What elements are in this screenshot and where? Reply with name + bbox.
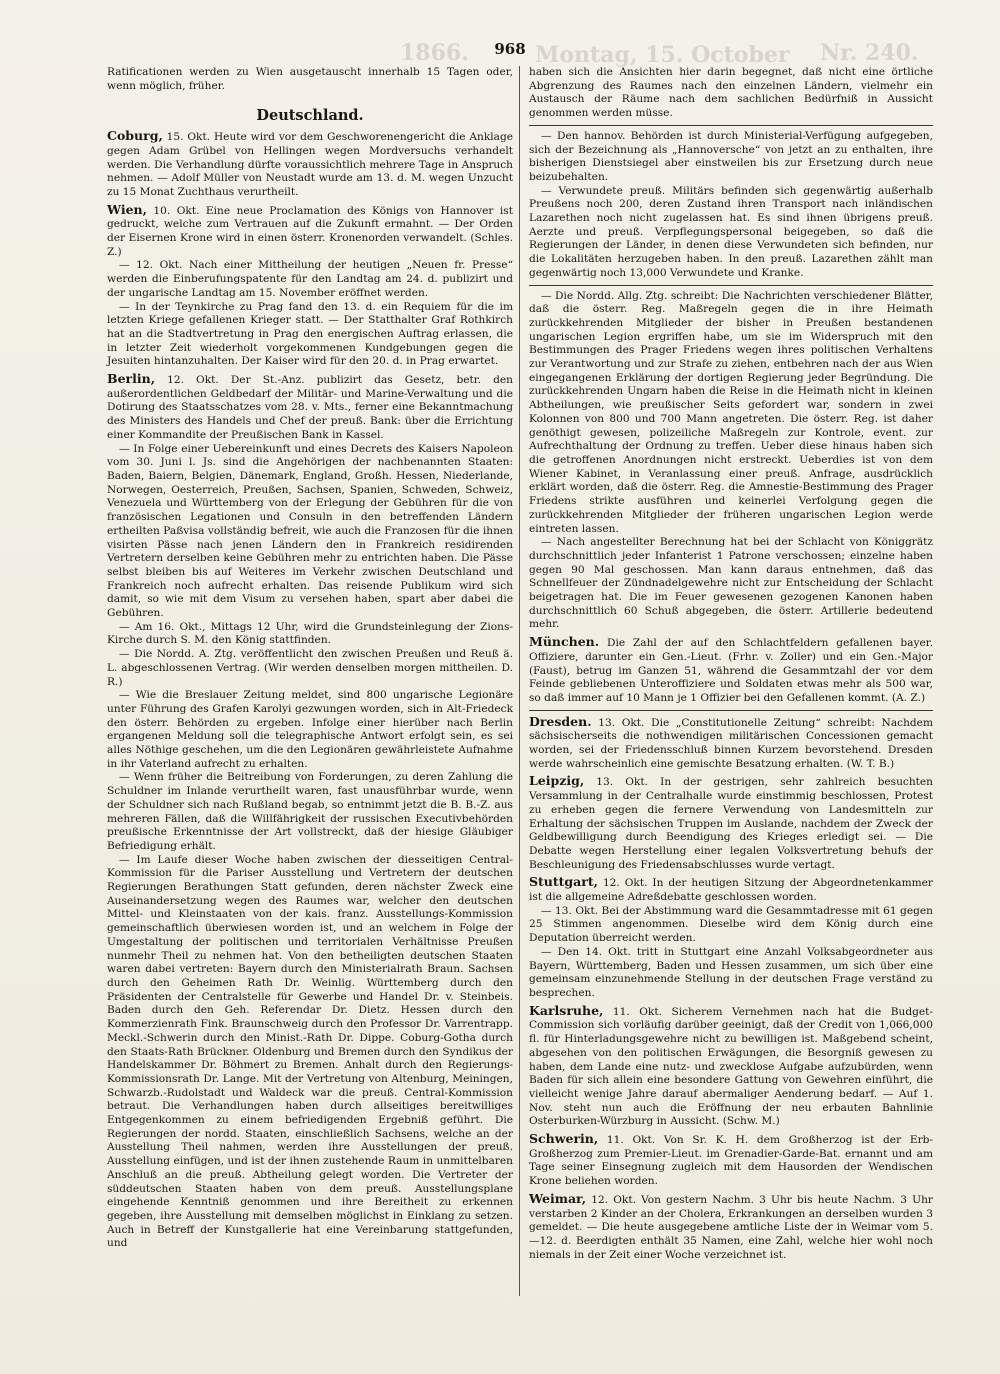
dateline-place: Schwerin, — [529, 1131, 599, 1147]
column-divider — [519, 66, 520, 1296]
right-entries-a — [529, 130, 933, 281]
article-text: — Den 14. Okt. tritt in Stuttgart eine Anzahl Volksabgeordneter aus Bayern, Württemberg, Baden und Hessen zusammen, um sich über eine gemeinsam einzunehmende Stellung in der deutschen Frage verständ zu besprechen. — [529, 945, 933, 999]
article-text: 11. Okt. Von Sr. K. H. dem Großherzog ist der Erb-Großherzog zum Premier-Lieut. im Grenadier-Garde-Bat. ernannt und am Tage seiner Einsegnung zugleich mit dem Hausorden der Wendischen Krone beliehen worden. — [529, 1134, 933, 1188]
article-text: 10. Okt. Eine neue Proclamation des Königs von Hannover ist gedruckt, welche zum Vertrauen auf die Zukunft ermahnt. — Der Orden der Eisernen Krone wird in einen österr. Kronenorden verwandelt. (Schles. Z.) — [107, 204, 513, 258]
article-paragraph — [529, 635, 933, 706]
article-text: — Am 16. Okt., Mittags 12 Uhr, wird die Grundsteinlegung der Zions-Kirche durch S. M. den König stattfinden. — [107, 620, 513, 647]
left-entries — [107, 129, 513, 1251]
article-text: — Den hannov. Behörden ist durch Ministerial-Verfügung aufgegeben, sich der Bezeichnung als „Hannoversche“ von jetzt an zu enthalten, ihre bisherigen Dienstsiegel aber einstweilen bis zur Ersetzung durch neue beizubehalten. — [529, 129, 933, 183]
dateline-place: Stuttgart, — [529, 874, 598, 890]
dateline-place: Weimar, — [529, 1190, 587, 1206]
dateline-place: Dresden. — [529, 713, 592, 729]
article-text: — Die Nordd. A. Ztg. veröffentlicht den zwischen Preußen und Reuß ä. L. abgeschlossenen Vertrag. (Wir werden denselben morgen mittheilen. D. R.) — [107, 648, 513, 688]
article-paragraph — [107, 443, 513, 621]
left-intro: Ratificationen werden zu Wien ausgetauscht innerhalb 15 Tagen oder, wenn möglich, früher. — [107, 66, 513, 92]
article-paragraph — [107, 648, 513, 689]
dateline-place: Leipzig, — [529, 773, 585, 789]
article-paragraph — [107, 372, 513, 443]
article-text: — Verwundete preuß. Militärs befinden sich gegenwärtig außerhalb Preußens noch 200, deren Zustand ihren Transport nach inländischen Lazarethen noch nicht zugelassen hat. Es sind ihnen übrigens preuß. Aerzte und preuß. Verpflegungspersonal beigegeben, so daß die Regierungen der Länder, in denen diese Verwundeten sich befinden, nur die Lokalitäten herzugeben haben. In den preuß. Lazarethen zählt man gegenwärtig noch 13,000 Verwundete und Kranke. — [529, 184, 933, 279]
article-paragraph — [107, 301, 513, 370]
article-paragraph — [107, 689, 513, 771]
right-intro: haben sich die Ansichten hier darin begegnet, daß nicht eine örtliche Abgrenzung des Raumes nach den einzelnen Ländern, vielmehr ein Austausch der Räume nach dem sachlichen Bedürfniß in Aussicht genommen werden müsse. — [529, 66, 933, 120]
article-text: — 12. Okt. Nach einer Mittheilung der heutigen „Neuen fr. Presse“ werden die Einberufungspatente für den Landtag am 24. d. publizirt und der ungarische Landtag am 15. November eröffnet werden. — [107, 259, 513, 299]
article-paragraph — [529, 1004, 933, 1129]
article-text: 11. Okt. Sicherem Vernehmen nach hat die Budget-Commission sich vorläufig darüber geeinigt, daß der Credit von 1,066,000 fl. für Hinterladungsgewehre nicht zu bewilligen ist. Maßgebend scheint, abgesehen von den politischen Erwägungen, die Besorgniß gewesen zu haben, dem Lande eine nutz- und zwecklose Aufgabe aufzubürden, wenn Baden für sich allein eine besondere Gattung von Gewehren einführt, die vielleicht wenige Jahre darauf abermaliger Aenderung bedarf. — Auf 1. Nov. steht nun auch die Eröffnung der neu erbauten Bahnlinie Osterburken-Würzburg in Aussicht. (Schw. M.) — [529, 1005, 933, 1128]
article-paragraph — [529, 1192, 933, 1263]
right-entries-b — [529, 290, 933, 706]
article-paragraph — [529, 715, 933, 772]
article-text: — Wie die Breslauer Zeitung meldet, sind 800 ungarische Legionäre unter Führung des Grafen Karolyi gezwungen worden, sich in Alt-Friedeck den österr. Behörden zu ergeben. Infolge einer hierüber nach Berlin ergangenen Meldung soll die telegraphische Antwort erfolgt sein, es sei alles Nöthige geschehen, um die den Legionären gewährleistete Aufnahme in ihr Vaterland aufrecht zu erhalten. — [107, 689, 513, 770]
rule-separator — [529, 285, 933, 286]
article-paragraph — [107, 129, 513, 200]
right-entries-c — [529, 715, 933, 1263]
article-text: — In der Teynkirche zu Prag fand den 13. d. ein Requiem für die im letzten Kriege gefallenen Krieger statt. — Der Statthalter Graf Rothkirch hat an die Stadtvertretung in Prag den energischen Auftrag erlassen, die in letzter Zeit wiederholt vorgekommenen Kundgebungen gegen die Jesuiten hintanzuhalten. Der Kaiser wird für den 20. d. in Prag erwartet. — [107, 300, 513, 368]
masthead-ghost-number: Nr. 240. — [820, 40, 919, 66]
rule-separator — [529, 710, 933, 711]
article-paragraph — [107, 259, 513, 300]
dateline-place: Wien, — [107, 201, 147, 217]
dateline-place: Coburg, — [107, 128, 163, 144]
article-text: 13. Okt. Die „Constitutionelle Zeitung“ schreibt: Nachdem sächsischerseits die nothwendigen militärischen Concessionen gemacht worden, sei der Friedensschluß binnen Kurzem bevorstehend. Dresden werde wahrscheinlich eine gemischte Besatzung erhalten. (W. T. B.) — [529, 716, 933, 770]
article-paragraph — [529, 1132, 933, 1189]
article-text: Die Zahl der auf den Schlachtfeldern gefallenen bayer. Offiziere, darunter ein Gen.-Lieut. (Frhr. v. Zoller) und ein Gen.-Major (Faust), betrug im Ganzen 51, während die Gesammtzahl der vor dem Feinde gebliebenen Unteroffiziere und Soldaten etwas mehr als 500 war, so daß immer auf 10 Mann je 1 Offizier bei den Gefallenen kommt. (A. Z.) — [529, 637, 933, 704]
masthead-ghost-year: 1866. — [400, 40, 469, 66]
article-text: 12. Okt. Von gestern Nachm. 3 Uhr bis heute Nachm. 3 Uhr verstarben 2 Kinder an der Cholera, Erkrankungen an derselben wurden 3 gemeldet. — Die heute ausgegebene amtliche Liste der in Weimar vom 5.—12. d. Beerdigten enthält 35 Namen, eine Zahl, welche hier wohl noch niemals in der Zeit einer Woche verzeichnet ist. — [529, 1193, 933, 1261]
right-column — [529, 66, 933, 1296]
article-paragraph — [529, 536, 933, 632]
section-heading: Deutschland. — [256, 107, 364, 125]
article-text: — 13. Okt. Bei der Abstimmung ward die Gesammtadresse mit 61 gegen 25 Stimmen angenommen. Dieselbe wird dem König durch eine Deputation überreicht werden. — [529, 904, 933, 945]
article-text: — Im Laufe dieser Woche haben zwischen der diesseitigen Central-Kommission für die Pariser Ausstellung und Vertretern der deutschen Regierungen Berathungen Statt gefunden, deren nächster Zweck eine Auseinandersetzung wegen des Raumes war, welcher den deutschen Mittel- und Kleinstaaten von der kais. franz. Ausstellungs-Kommission gemeinschaftlich überwiesen worden ist, und an welchem in Folge der Umgestaltung der politischen und territorialen Verhältnisse Preußen nunmehr Theil zu nehmen hat. Von den betheiligten deutschen Staaten waren dabei vertreten: Bayern durch den Ministerialrath Braun. Sachsen durch den Geheimen Rath Dr. Weinlig. Württemberg durch den Präsidenten der Centralstelle für Gewerbe und Handel Dr. v. Steinbeis. Baden durch den Geh. Referendar Dr. Dietz. Hessen durch den Kommerzienrath Fink. Braunschweig durch den Professor Dr. Varrentrapp. Meckl.-Schwerin durch den Minist.-Rath Dr. Dippe. Coburg-Gotha durch den Staats-Rath Brückner. Oldenburg und Bremen durch den Syndikus der Handelskammer Dr. Böhmert zu Bremen. Anhalt durch den Regierungs-Kommissionsrath Dr. Lange. Mit der Vertretung von Altenburg, Meiningen, Schwarzb.-Rudolstadt und Waldeck war die preuß. Central-Kommission betraut. Die Verhandlungen haben durch allseitiges bereitwilliges Entgegenkommen zu einem befriedigenden Ergebniß geführt. Die Regierungen der nordd. Staaten, einschließlich Sachsens, welche an der Ausstellung Theil nahmen, werden ihre Ausstellungen der preuß. Ausstellung einfügen, und ist der ihnen zustehende Raum in unmittelbaren Anschluß an die preuß. Abtheilung gelegt worden. Die Vertreter der süddeutschen Staaten haben von dem preuß. Ausstellungsplane eingehende Kenntniß genommen und ihre Bereitheit zu erkennen gegeben, ihre Ausstellung mit demselben möglichst in Einklang zu setzen. Auch in Betreff der Kunstgallerie hat eine Vereinbarung stattgefunden, und — [107, 853, 513, 1250]
article-text: — Nach angestellter Berechnung hat bei der Schlacht von Königgrätz durchschnittlich jeder Infanterist 1 Patrone verschossen; einzelne haben gegen 90 Mal geschossen. Man kann daraus entnehmen, daß das Schnellfeuer der Zündnadelgewehre nicht zur Entscheidung der Schlacht beigetragen hat. Die im Feuer gewesenen gezogenen Kanonen haben durchschnittlich 60 Schuß abgegeben, die österr. Artillerie bedeutend mehr. — [529, 536, 933, 631]
article-paragraph — [529, 290, 933, 537]
article-text: 12. Okt. In der heutigen Sitzung der Abgeordnetenkammer ist die allgemeine Adreßdebatte geschlossen worden. — [529, 877, 933, 904]
page-number: 968 — [494, 40, 526, 58]
dateline-place: Berlin, — [107, 371, 156, 387]
article-text: 13. Okt. In der gestrigen, sehr zahlreich besuchten Versammlung in der Centralhalle wurde einstimmig beschlossen, Protest zu erheben gegen die fernere Verwendung von Landesmitteln zur Erhaltung der sächsischen Truppen im Auslande, nachdem der Zweck der Geldbewilligung durch Beendigung des Krieges erledigt sei. — Die Debatte wegen Herstellung einer legalen Volksvertretung behufs der Beschleunigung des Friedensabschlusses wurde vertagt. — [529, 776, 933, 871]
article-text: — In Folge einer Uebereinkunft und eines Decrets des Kaisers Napoleon vom 30. Juni l. Js. sind die Angehörigen der nachbenannten Staaten: Baden, Baiern, Belgien, Dänemark, England, Großh. Hessen, Niederlande, Norwegen, Oesterreich, Preußen, Sachsen, Spanien, Schweden, Schweiz, Venezuela und Württemberg von der Erlegung der Gebühren für die von französischen Legationen und Consuln in den betreffenden Ländern ertheilten Paßvisa vollständig befreit, wie auch die Franzosen für die ihnen visirten Pässe nach jenen Ländern den in Frankreich residirenden Vertretern derselben keine Gebühren mehr zu entrichten haben. Die Pässe selbst bleiben bis auf Weiteres im Verkehr zwischen Deutschland und Frankreich noch aufrecht erhalten. Das reisende Publikum wird sich damit, so wie mit dem Visum zu versehen haben, spart aber dabei die Gebühren. — [107, 442, 513, 620]
left-column — [107, 66, 513, 1296]
article-paragraph — [529, 130, 933, 185]
dateline-place: Karlsruhe, — [529, 1002, 604, 1018]
rule-separator — [529, 125, 933, 126]
article-paragraph — [529, 875, 933, 904]
article-paragraph — [529, 946, 933, 1001]
article-paragraph — [107, 621, 513, 648]
article-text: 12. Okt. Der St.-Anz. publizirt das Gesetz, betr. den außerordentlichen Geldbedarf der Militär- und Marine-Verwaltung und die Dotirung des Staatsschatzes vom 28. v. Mts., ferner eine Bekanntmachung des Ministers des Handels und Chef der preuß. Bank: über die Errichtung einer Kommandite der Preußischen Bank in Kassel. — [107, 374, 513, 441]
article-paragraph — [107, 854, 513, 1251]
article-paragraph — [529, 185, 933, 281]
article-text: — Die Nordd. Allg. Ztg. schreibt: Die Nachrichten verschiedener Blätter, daß die österr. Reg. Maßregeln gegen die in ihre Heimath zurückkehrenden Mitglieder der bisher in Preußen bestandenen ungarischen Legion ergriffen habe, um sie im Widerspruch mit den Bestimmungen des Prager Friedens wegen ihres politischen Verhaltens zur Verantwortung und zur Strafe zu ziehen, entbehren nach der aus Wien eingegangenen Erklärung der dortigen Regierung jeder Begründung. Die zurückkehrenden Ungarn haben die Reise in die Heimath nicht in kleinen Abtheilungen, wie preußischer Seits gefordert war, sondern in zwei Kolonnen von 800 und 700 Mann angetreten. Die österr. Reg. ist daher genöthigt gewesen, polizeiliche Maßregeln zur Kontrole, event. zur Aufrechthaltung der Ordnung zu treffen. Ueber diese hinaus haben sich die getroffenen Anordnungen nicht erstreckt. Ueberdies ist von dem Wiener Kabinet, in Veranlassung einer preuß. Anfrage, ausdrücklich erklärt worden, daß die österr. Reg. die Amnestie-Bestimmung des Prager Friedens strikte ausführen und keinerlei Verfolgung gegen die zurückkehrenden Mitglieder der früheren ungarischen Legion werde eintreten lassen. — [529, 289, 933, 535]
masthead-ghost-date: Montag, 15. October — [535, 42, 790, 68]
article-paragraph — [529, 774, 933, 872]
article-paragraph — [107, 771, 513, 853]
article-text: 15. Okt. Heute wird vor dem Geschworenengericht die Anklage gegen Adam Grübel von Hellingen wegen Mordversuchs verhandelt werden. Die Verhandlung dürfte voraussichtlich mehrere Tage in Anspruch nehmen. — Adolf Müller von Neustadt wurde am 13. d. M. wegen Unzucht zu 15 Monat Zuchthaus verurtheilt. — [107, 131, 513, 198]
article-paragraph — [529, 905, 933, 946]
article-paragraph — [107, 203, 513, 260]
dateline-place: München. — [529, 634, 600, 650]
article-text: — Wenn früher die Beitreibung von Forderungen, zu deren Zahlung die Schuldner im Inlande verurtheilt waren, fast unausführbar wurde, wenn der Schuldner sich nach Rußland begab, so entnimmt jetzt die B. B.-Z. aus mehreren Fällen, daß die Willfährigkeit der russischen Executivbehörden preußische Erkenntnisse der Art vollstreckt, daß der hiesige Gläubiger Befriedigung erhält. — [107, 771, 513, 852]
